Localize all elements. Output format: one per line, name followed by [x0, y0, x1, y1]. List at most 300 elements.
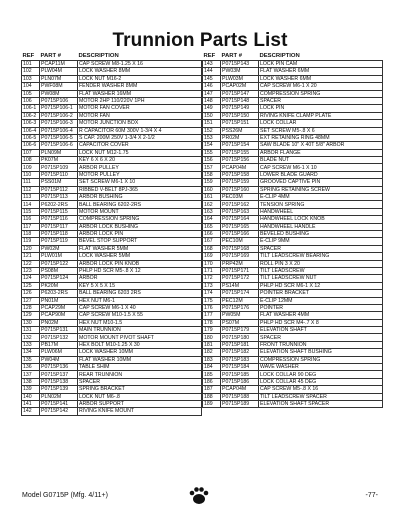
description-cell: ELEVATION SHAFT SPACER: [259, 400, 383, 407]
description-cell: HEX NUT M6-1: [78, 297, 202, 304]
table-row: [203, 120, 383, 127]
header-part: PART #: [221, 53, 243, 59]
table-row: [203, 112, 383, 119]
description-cell: SPACER: [78, 378, 202, 385]
table-header-row: [203, 53, 383, 61]
description-cell: HANDWHEEL LOCK KNOB: [259, 216, 383, 223]
description-cell: BLADE NUT: [259, 157, 383, 164]
description-cell: MOTOR 2HP 110/220V 1PH: [78, 97, 202, 104]
table-row: [22, 179, 202, 186]
part-number-cell: P0715P106-2: [40, 112, 78, 119]
ref-cell: 128: [22, 304, 40, 311]
description-cell: ARBOR FLANGE: [259, 149, 383, 156]
table-row: [203, 208, 383, 215]
description-cell: HEX BOLT M10-1.25 X 30: [78, 341, 202, 348]
ref-cell: 165: [203, 223, 221, 230]
part-number-cell: PK20M: [40, 282, 78, 289]
ref-cell: 130: [22, 319, 40, 326]
part-number-cell: PCAP90M: [40, 312, 78, 319]
description-cell: TILT LEADSCREW BEARING: [259, 253, 383, 260]
ref-cell: 164: [203, 216, 221, 223]
table-row: [203, 312, 383, 319]
description-cell: SPACER: [259, 97, 383, 104]
description-cell: POINTER BRACKET: [259, 290, 383, 297]
ref-cell: 106-2: [22, 112, 40, 119]
description-cell: ARBOR PULLEY: [78, 164, 202, 171]
table-row: [203, 201, 383, 208]
ref-cell: 140: [22, 393, 40, 400]
part-number-cell: P0715P185: [221, 371, 259, 378]
table-row: [22, 194, 202, 201]
part-number-cell: P0715P110: [40, 171, 78, 178]
description-cell: CAP SCREW M8-1.25 X 16: [78, 61, 202, 68]
table-row: [203, 157, 383, 164]
part-number-cell: PK07M: [40, 157, 78, 164]
part-number-cell: P0715P151: [221, 120, 259, 127]
ref-cell: 106-4: [22, 127, 40, 134]
table-row: [203, 223, 383, 230]
description-cell: E-CLIP 9MM: [259, 238, 383, 245]
ref-cell: 181: [203, 341, 221, 348]
description-cell: SET SCREW M6-1 X 10: [78, 179, 202, 186]
part-number-cell: P6202-2RS: [40, 201, 78, 208]
description-cell: LOWER BLADE GUARD: [259, 171, 383, 178]
table-row: [22, 201, 202, 208]
part-number-cell: P0715P106-1: [40, 105, 78, 112]
part-number-cell: PN01M: [40, 297, 78, 304]
ref-cell: 174: [203, 290, 221, 297]
table-row: [203, 253, 383, 260]
table-row: [22, 408, 202, 415]
ref-cell: 106-3: [22, 120, 40, 127]
description-cell: PHLP HD SCR M5-.8 X 12: [78, 267, 202, 274]
part-number-cell: P0715P116: [40, 216, 78, 223]
ref-cell: 106-5: [22, 134, 40, 141]
header-description: DESCRIPTION: [78, 53, 119, 59]
table-row: [22, 238, 202, 245]
part-number-cell: P0715P171: [221, 267, 259, 274]
part-number-cell: P0715P149: [221, 105, 259, 112]
table-row: [203, 282, 383, 289]
description-cell: EXT RETAINING RING 48MM: [259, 134, 383, 141]
part-number-cell: PWF08M: [40, 83, 78, 90]
table-row: [22, 386, 202, 393]
ref-cell: 121: [22, 253, 40, 260]
part-number-cell: P0715P166: [221, 230, 259, 237]
part-number-cell: PLW06M: [40, 349, 78, 356]
ref-cell: 123: [22, 267, 40, 274]
description-cell: COMPRESSION SPRING: [259, 90, 383, 97]
table-row: [203, 349, 383, 356]
part-number-cell: P0715P148: [221, 97, 259, 104]
ref-cell: 117: [22, 223, 40, 230]
ref-cell: 145: [203, 75, 221, 82]
description-cell: ELEVATION SHAFT: [259, 327, 383, 334]
table-row: [203, 356, 383, 363]
ref-cell: 108: [22, 157, 40, 164]
table-row: [203, 290, 383, 297]
ref-cell: 104: [22, 83, 40, 90]
part-number-cell: P0715P168: [221, 245, 259, 252]
ref-cell: 106-1: [22, 105, 40, 112]
table-row: [22, 142, 202, 149]
parts-table-right-body: [203, 61, 383, 408]
ref-cell: 149: [203, 105, 221, 112]
ref-cell: 112: [22, 186, 40, 193]
description-cell: FENDER WASHER 8MM: [78, 83, 202, 90]
header-description: DESCRIPTION: [259, 53, 300, 59]
part-number-cell: P0715P174: [221, 290, 259, 297]
table-row: [22, 378, 202, 385]
part-number-cell: P0715P155: [221, 149, 259, 156]
part-number-cell: P0715P181: [221, 341, 259, 348]
ref-cell: 175: [203, 297, 221, 304]
part-number-cell: PW05M: [221, 312, 259, 319]
description-cell: SET SCREW M5-.8 X 6: [259, 127, 383, 134]
table-row: [203, 230, 383, 237]
ref-cell: 137: [22, 371, 40, 378]
part-number-cell: PCAP04M: [221, 164, 259, 171]
ref-cell: 154: [203, 142, 221, 149]
table-row: [22, 253, 202, 260]
part-number-cell: PS08M: [40, 267, 78, 274]
ref-cell: 152: [203, 127, 221, 134]
description-cell: E-CLIP 12MM: [259, 297, 383, 304]
ref-cell: 172: [203, 275, 221, 282]
table-row: [203, 179, 383, 186]
table-row: [22, 68, 202, 75]
part-number-cell: PLN09M: [40, 149, 78, 156]
part-number-cell: PLN02M: [40, 393, 78, 400]
description-cell: POINTER: [259, 304, 383, 311]
ref-cell: 161: [203, 194, 221, 201]
table-row: [22, 230, 202, 237]
ref-cell: 110: [22, 171, 40, 178]
part-number-cell: PLW04M: [40, 68, 78, 75]
part-number-cell: PW03M: [221, 68, 259, 75]
description-cell: MOTOR MOUNT: [78, 208, 202, 215]
table-row: [203, 334, 383, 341]
part-number-cell: PR02M: [221, 134, 259, 141]
table-row: [22, 349, 202, 356]
ref-cell: 122: [22, 260, 40, 267]
table-row: [22, 304, 202, 311]
ref-cell: 169: [203, 253, 221, 260]
table-row: [203, 164, 383, 171]
ref-cell: 151: [203, 120, 221, 127]
ref-cell: 188: [203, 393, 221, 400]
table-row: [203, 194, 383, 201]
description-cell: HANDWHEEL: [259, 208, 383, 215]
table-row: [22, 157, 202, 164]
table-row: [203, 260, 383, 267]
table-header-row: [22, 53, 202, 61]
part-number-cell: P0715P132: [40, 334, 78, 341]
ref-cell: 162: [203, 201, 221, 208]
description-cell: GROOVED CAPTIVE PIN: [259, 179, 383, 186]
ref-cell: 150: [203, 112, 221, 119]
table-row: [22, 208, 202, 215]
description-cell: ARBOR LOCK PIN KNOB: [78, 260, 202, 267]
table-row: [22, 105, 202, 112]
table-row: [22, 75, 202, 82]
description-cell: E-CLIP 4MM: [259, 194, 383, 201]
ref-cell: 185: [203, 371, 221, 378]
ref-cell: 129: [22, 312, 40, 319]
part-number-cell: P0715P124: [40, 275, 78, 282]
part-number-cell: PSS01M: [40, 179, 78, 186]
ref-cell: 148: [203, 97, 221, 104]
description-cell: BALL BEARING 6203 2RS: [78, 290, 202, 297]
part-number-cell: P0715P139: [40, 386, 78, 393]
table-row: [203, 371, 383, 378]
ref-cell: 153: [203, 134, 221, 141]
description-cell: SPACER: [259, 245, 383, 252]
table-row: [203, 393, 383, 400]
part-number-cell: P0715P115: [40, 208, 78, 215]
part-number-cell: PN02M: [40, 319, 78, 326]
table-row: [203, 319, 383, 326]
part-number-cell: P0715P164: [221, 216, 259, 223]
header-part: PART #: [40, 53, 62, 59]
ref-cell: 155: [203, 149, 221, 156]
part-number-cell: P0715P186: [221, 378, 259, 385]
ref-cell: 157: [203, 164, 221, 171]
parts-table-left: [21, 53, 202, 416]
ref-cell: 127: [22, 297, 40, 304]
ref-cell: 182: [203, 349, 221, 356]
ref-cell: 119: [22, 238, 40, 245]
ref-cell: 131: [22, 327, 40, 334]
ref-cell: 136: [22, 364, 40, 371]
table-row: [203, 378, 383, 385]
part-number-cell: P0715P106: [40, 97, 78, 104]
ref-cell: 176: [203, 304, 221, 311]
part-number-cell: P0715P119: [40, 238, 78, 245]
table-row: [22, 297, 202, 304]
ref-cell: 101: [22, 61, 40, 68]
ref-cell: 118: [22, 230, 40, 237]
description-cell: KEY 5 X 5 X 15: [78, 282, 202, 289]
part-number-cell: P0715P147: [221, 90, 259, 97]
part-number-cell: PSS26M: [221, 127, 259, 134]
description-cell: KEY 6 X 6 X 20: [78, 157, 202, 164]
table-row: [22, 97, 202, 104]
description-cell: S CAP. 200M 250V 1-3/4 X 2-1/2: [78, 134, 202, 141]
ref-cell: 171: [203, 267, 221, 274]
table-row: [203, 61, 383, 68]
description-cell: LOCK PIN CAM: [259, 61, 383, 68]
table-row: [22, 356, 202, 363]
ref-cell: 135: [22, 356, 40, 363]
part-number-cell: PEC10M: [221, 238, 259, 245]
part-number-cell: P0715P158: [221, 171, 259, 178]
table-row: [22, 216, 202, 223]
description-cell: LOCK COLLAR 45 DEG: [259, 378, 383, 385]
description-cell: TILT LEADSCREW NUT: [259, 275, 383, 282]
table-row: [22, 267, 202, 274]
part-number-cell: P0715P136: [40, 364, 78, 371]
description-cell: CAP SCREW M10-1.5 X 55: [78, 312, 202, 319]
bear-paw-logo-icon: [187, 485, 211, 507]
table-row: [22, 393, 202, 400]
table-row: [203, 216, 383, 223]
description-cell: BALL BEARING 6202-2RS: [78, 201, 202, 208]
part-number-cell: P6203-2RS: [40, 290, 78, 297]
part-number-cell: P0715P109: [40, 164, 78, 171]
part-number-cell: PLW01M: [40, 253, 78, 260]
table-row: [203, 400, 383, 407]
table-row: [22, 290, 202, 297]
description-cell: MOTOR JUNCTION BOX: [78, 120, 202, 127]
table-row: [203, 90, 383, 97]
ref-cell: 114: [22, 201, 40, 208]
description-cell: RIVING KNIFE MOUNT: [78, 408, 202, 415]
header-ref: REF: [22, 53, 35, 59]
table-row: [22, 400, 202, 407]
description-cell: LOCK NUT M6-.8: [78, 393, 202, 400]
ref-cell: 142: [22, 408, 40, 415]
description-cell: LOCK WASHER 10MM: [78, 349, 202, 356]
ref-cell: 102: [22, 68, 40, 75]
part-number-cell: P0715P188: [221, 393, 259, 400]
table-row: [203, 186, 383, 193]
ref-cell: 116: [22, 216, 40, 223]
table-row: [203, 105, 383, 112]
part-number-cell: P0715P183: [221, 356, 259, 363]
part-number-cell: PS14M: [221, 282, 259, 289]
ref-cell: 107: [22, 149, 40, 156]
part-number-cell: PW02M: [40, 245, 78, 252]
table-row: [22, 327, 202, 334]
table-row: [22, 61, 202, 68]
description-cell: ARBOR SUPPORT: [78, 400, 202, 407]
description-cell: MOTOR PULLEY: [78, 171, 202, 178]
description-cell: FLAT WASHER 4MM: [259, 312, 383, 319]
description-cell: TENSION SPRING: [259, 201, 383, 208]
part-number-cell: P0715P165: [221, 223, 259, 230]
description-cell: ARBOR LOCK PIN: [78, 230, 202, 237]
ref-cell: 159: [203, 179, 221, 186]
table-row: [203, 97, 383, 104]
ref-cell: 180: [203, 334, 221, 341]
ref-cell: 166: [203, 230, 221, 237]
part-number-cell: P0715P143: [221, 61, 259, 68]
description-cell: LOCK WASHER 6MM: [259, 75, 383, 82]
part-number-cell: P0715P137: [40, 371, 78, 378]
footer-model: Model G0715P (Mfg. 4/11+): [22, 492, 108, 499]
part-number-cell: PRP42M: [221, 260, 259, 267]
description-cell: LOCK WASHER 8MM: [78, 68, 202, 75]
page-title: Trunnion Parts List: [112, 30, 288, 51]
description-cell: ARBOR BUSHING: [78, 194, 202, 201]
ref-cell: 163: [203, 208, 221, 215]
ref-cell: 134: [22, 349, 40, 356]
part-number-cell: PW04M: [40, 356, 78, 363]
table-row: [22, 134, 202, 141]
ref-cell: 156: [203, 157, 221, 164]
description-cell: REAR TRUNNION: [78, 371, 202, 378]
table-row: [22, 223, 202, 230]
part-number-cell: PCAP02M: [221, 83, 259, 90]
ref-cell: 167: [203, 238, 221, 245]
description-cell: RIVING KNIFE CLAMP PLATE: [259, 112, 383, 119]
description-cell: FLAT WASHER 6MM: [259, 68, 383, 75]
part-number-cell: P0715P169: [221, 253, 259, 260]
ref-cell: 124: [22, 275, 40, 282]
ref-cell: 146: [203, 83, 221, 90]
description-cell: HANDWHEEL HANDLE: [259, 223, 383, 230]
description-cell: ELEVATION SHAFT BUSHING: [259, 349, 383, 356]
table-row: [22, 260, 202, 267]
description-cell: SAW BLADE 10" X 40T 5/8" ARBOR: [259, 142, 383, 149]
table-row: [22, 83, 202, 90]
part-number-cell: PB17M: [40, 341, 78, 348]
table-row: [203, 275, 383, 282]
table-row: [22, 149, 202, 156]
table-row: [22, 334, 202, 341]
page-number: -77-: [365, 492, 378, 499]
ref-cell: 179: [203, 327, 221, 334]
description-cell: LOCK COLLAR: [259, 120, 383, 127]
part-number-cell: PCAP04M: [221, 386, 259, 393]
part-number-cell: PW08M: [40, 90, 78, 97]
part-number-cell: P0715P179: [221, 327, 259, 334]
ref-cell: 170: [203, 260, 221, 267]
table-row: [22, 90, 202, 97]
description-cell: MAIN TRUNNION: [78, 327, 202, 334]
description-cell: CAP SCREW M6-1 X 20: [259, 83, 383, 90]
ref-cell: 133: [22, 341, 40, 348]
description-cell: COMPRESSION SPRING: [259, 356, 383, 363]
table-row: [22, 164, 202, 171]
description-cell: SPRING BRACKET: [78, 386, 202, 393]
part-number-cell: P0715P131: [40, 327, 78, 334]
table-row: [22, 120, 202, 127]
ref-cell: 189: [203, 400, 221, 407]
part-number-cell: P0715P150: [221, 112, 259, 119]
part-number-cell: P0715P154: [221, 142, 259, 149]
table-row: [22, 319, 202, 326]
part-number-cell: PLN07M: [40, 75, 78, 82]
description-cell: TABLE SHIM: [78, 364, 202, 371]
description-cell: LOCK NUT M16-2: [78, 75, 202, 82]
table-row: [22, 127, 202, 134]
table-row: [203, 238, 383, 245]
part-number-cell: P0715P159: [221, 179, 259, 186]
ref-cell: 120: [22, 245, 40, 252]
ref-cell: 138: [22, 378, 40, 385]
ref-cell: 184: [203, 364, 221, 371]
parts-table-left-body: [22, 61, 202, 416]
description-cell: LOCK WASHER 5MM: [78, 253, 202, 260]
table-row: [22, 112, 202, 119]
ref-cell: 105: [22, 90, 40, 97]
part-number-cell: P0715P162: [221, 201, 259, 208]
ref-cell: 132: [22, 334, 40, 341]
ref-cell: 147: [203, 90, 221, 97]
part-number-cell: P0715P172: [221, 275, 259, 282]
table-row: [203, 386, 383, 393]
ref-cell: 143: [203, 61, 221, 68]
part-number-cell: P0715P184: [221, 364, 259, 371]
part-number-cell: P0715P176: [221, 304, 259, 311]
table-row: [203, 341, 383, 348]
part-number-cell: P0715P113: [40, 194, 78, 201]
table-row: [22, 186, 202, 193]
ref-cell: 125: [22, 282, 40, 289]
part-number-cell: PLW03M: [221, 75, 259, 82]
